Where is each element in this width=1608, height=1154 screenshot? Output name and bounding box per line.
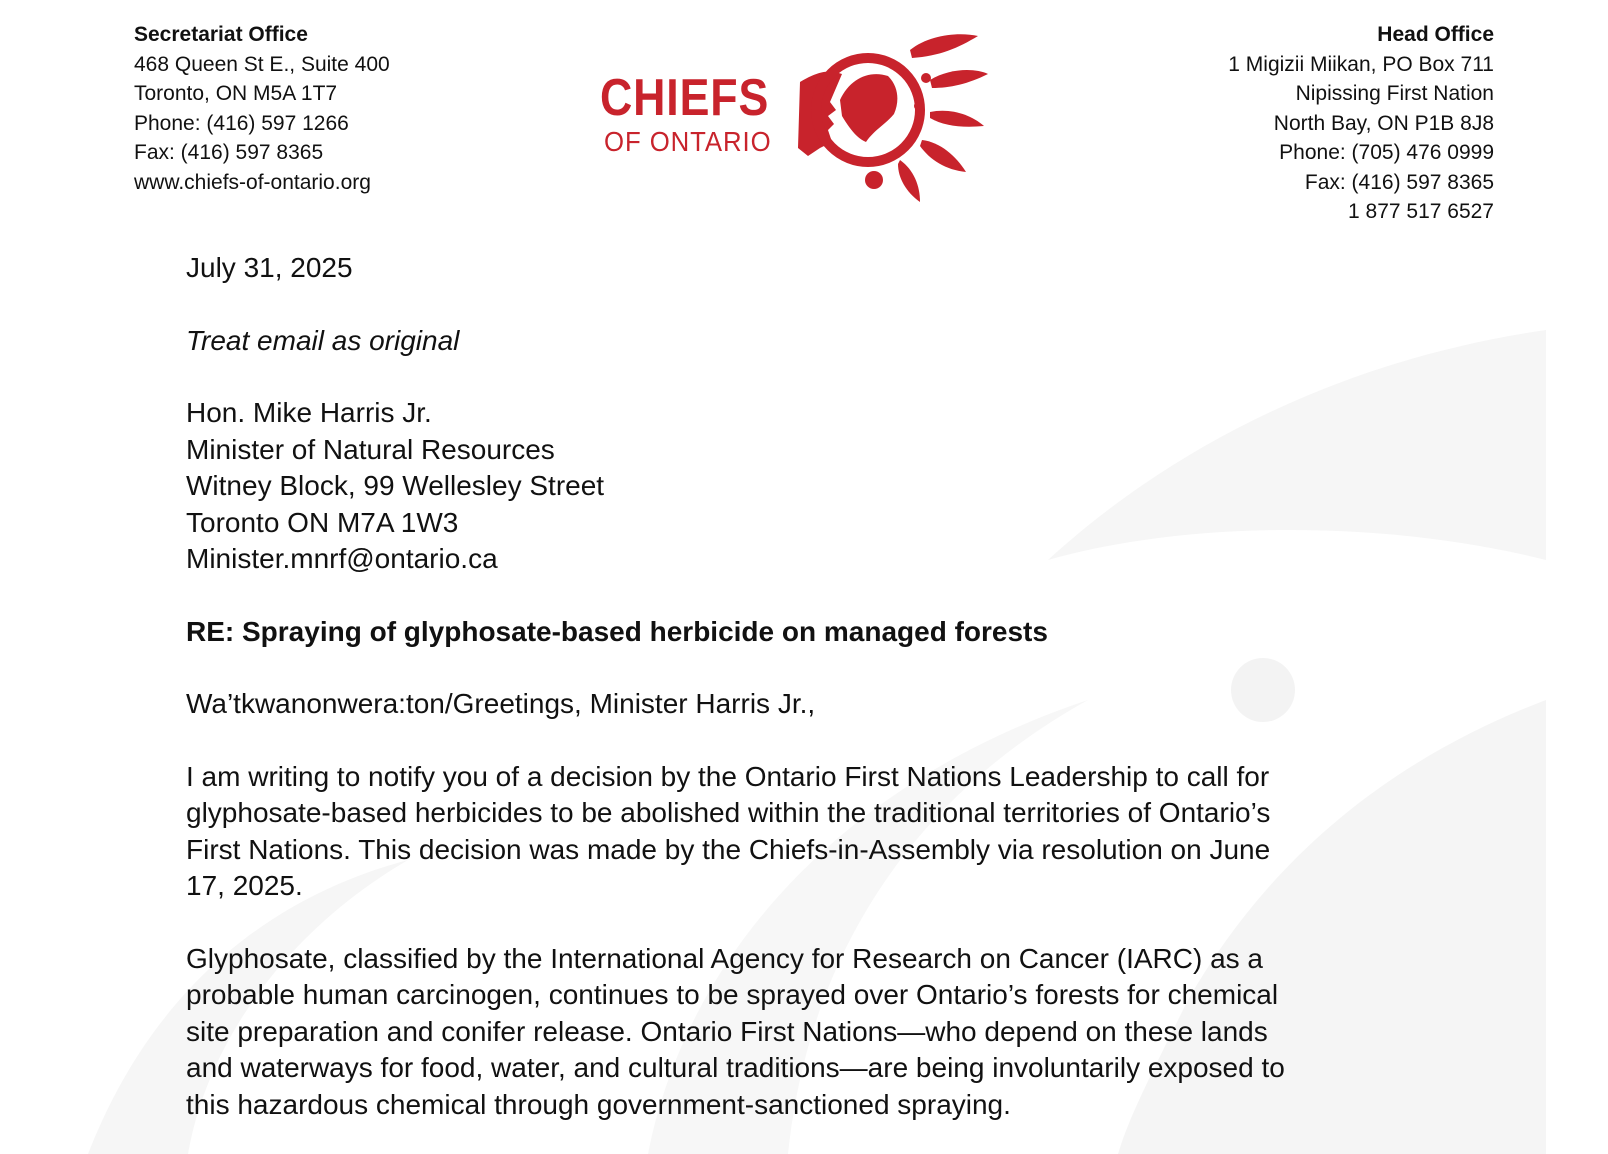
- paragraph-line: probable human carcinogen, continues to be sprayed over Ontario’s forests for chemical: [186, 979, 1279, 1010]
- recipient-street: Witney Block, 99 Wellesley Street: [186, 470, 605, 501]
- secretariat-office-block: [134, 20, 390, 197]
- paragraph-line: site preparation and conifer release. Ontario First Nations—who depend on these lands: [186, 1015, 1268, 1047]
- letter-note: Treat email as original: [186, 324, 460, 356]
- letter-greeting: Wa’tkwanonwera:ton/Greetings, Minister Harris Jr.,: [186, 688, 816, 719]
- logo-emblem-icon: [790, 30, 990, 210]
- letter-date: July 31, 2025: [186, 252, 353, 283]
- head-office-title: Head Office: [1377, 23, 1494, 46]
- head-office-tollfree: 1 877 517 6527: [1348, 200, 1494, 223]
- secretariat-city-line: Toronto, ON M5A 1T7: [134, 82, 338, 105]
- logo-word-chiefs: CHIEFS: [600, 69, 770, 127]
- recipient-address: [186, 395, 1456, 578]
- paragraph-2: [186, 941, 1456, 1124]
- head-office-block: [1228, 20, 1494, 227]
- logo-word-of-ontario: OF ONTARIO: [604, 126, 772, 157]
- paragraph-1: [186, 759, 1456, 905]
- chiefs-of-ontario-logo: [600, 30, 1020, 210]
- paragraph-line: and waterways for food, water, and cultural traditions—are being involuntarily exposed to: [186, 1052, 1285, 1083]
- recipient-email: Minister.mnrf@ontario.ca: [186, 543, 498, 574]
- recipient-title: Minister of Natural Resources: [186, 433, 555, 465]
- head-office-address-line: 1 Migizii Miikan, PO Box 711: [1228, 52, 1494, 76]
- paragraph-line: 17, 2025.: [186, 870, 303, 901]
- secretariat-website: www.chiefs-of-ontario.org: [134, 170, 371, 194]
- head-office-phone: Phone: (705) 476 0999: [1279, 141, 1494, 164]
- paragraph-line: Glyphosate, classified by the International Agency for Research on Cancer (IARC) as a: [186, 942, 1263, 974]
- secretariat-address-line: 468 Queen St E., Suite 400: [134, 52, 390, 76]
- recipient-name: Hon. Mike Harris Jr.: [186, 397, 432, 428]
- paragraph-line: glyphosate-based herbicides to be abolished within the traditional territories of Ontario’s: [186, 797, 1271, 828]
- paragraph-line: First Nations. This decision was made by the Chiefs-in-Assembly via resolution on June: [186, 833, 1271, 865]
- head-office-fax: Fax: (416) 597 8365: [1304, 170, 1494, 194]
- recipient-city: Toronto ON M7A 1W3: [186, 506, 459, 538]
- paragraph-line: I am writing to notify you of a decision by the Ontario First Nations Leadership to call for: [186, 760, 1270, 792]
- letter-body: [186, 250, 1456, 1123]
- head-office-nation-line: Nipissing First Nation: [1295, 82, 1494, 105]
- head-office-city-line: North Bay, ON P1B 8J8: [1273, 111, 1494, 135]
- secretariat-office-title: Secretariat Office: [134, 23, 308, 46]
- secretariat-fax: Fax: (416) 597 8365: [134, 141, 324, 164]
- paragraph-line: this hazardous chemical through government-sanctioned spraying.: [186, 1088, 1011, 1120]
- secretariat-phone: Phone: (416) 597 1266: [134, 111, 349, 135]
- letter-subject: RE: Spraying of glyphosate-based herbicide on managed forests: [186, 615, 1048, 647]
